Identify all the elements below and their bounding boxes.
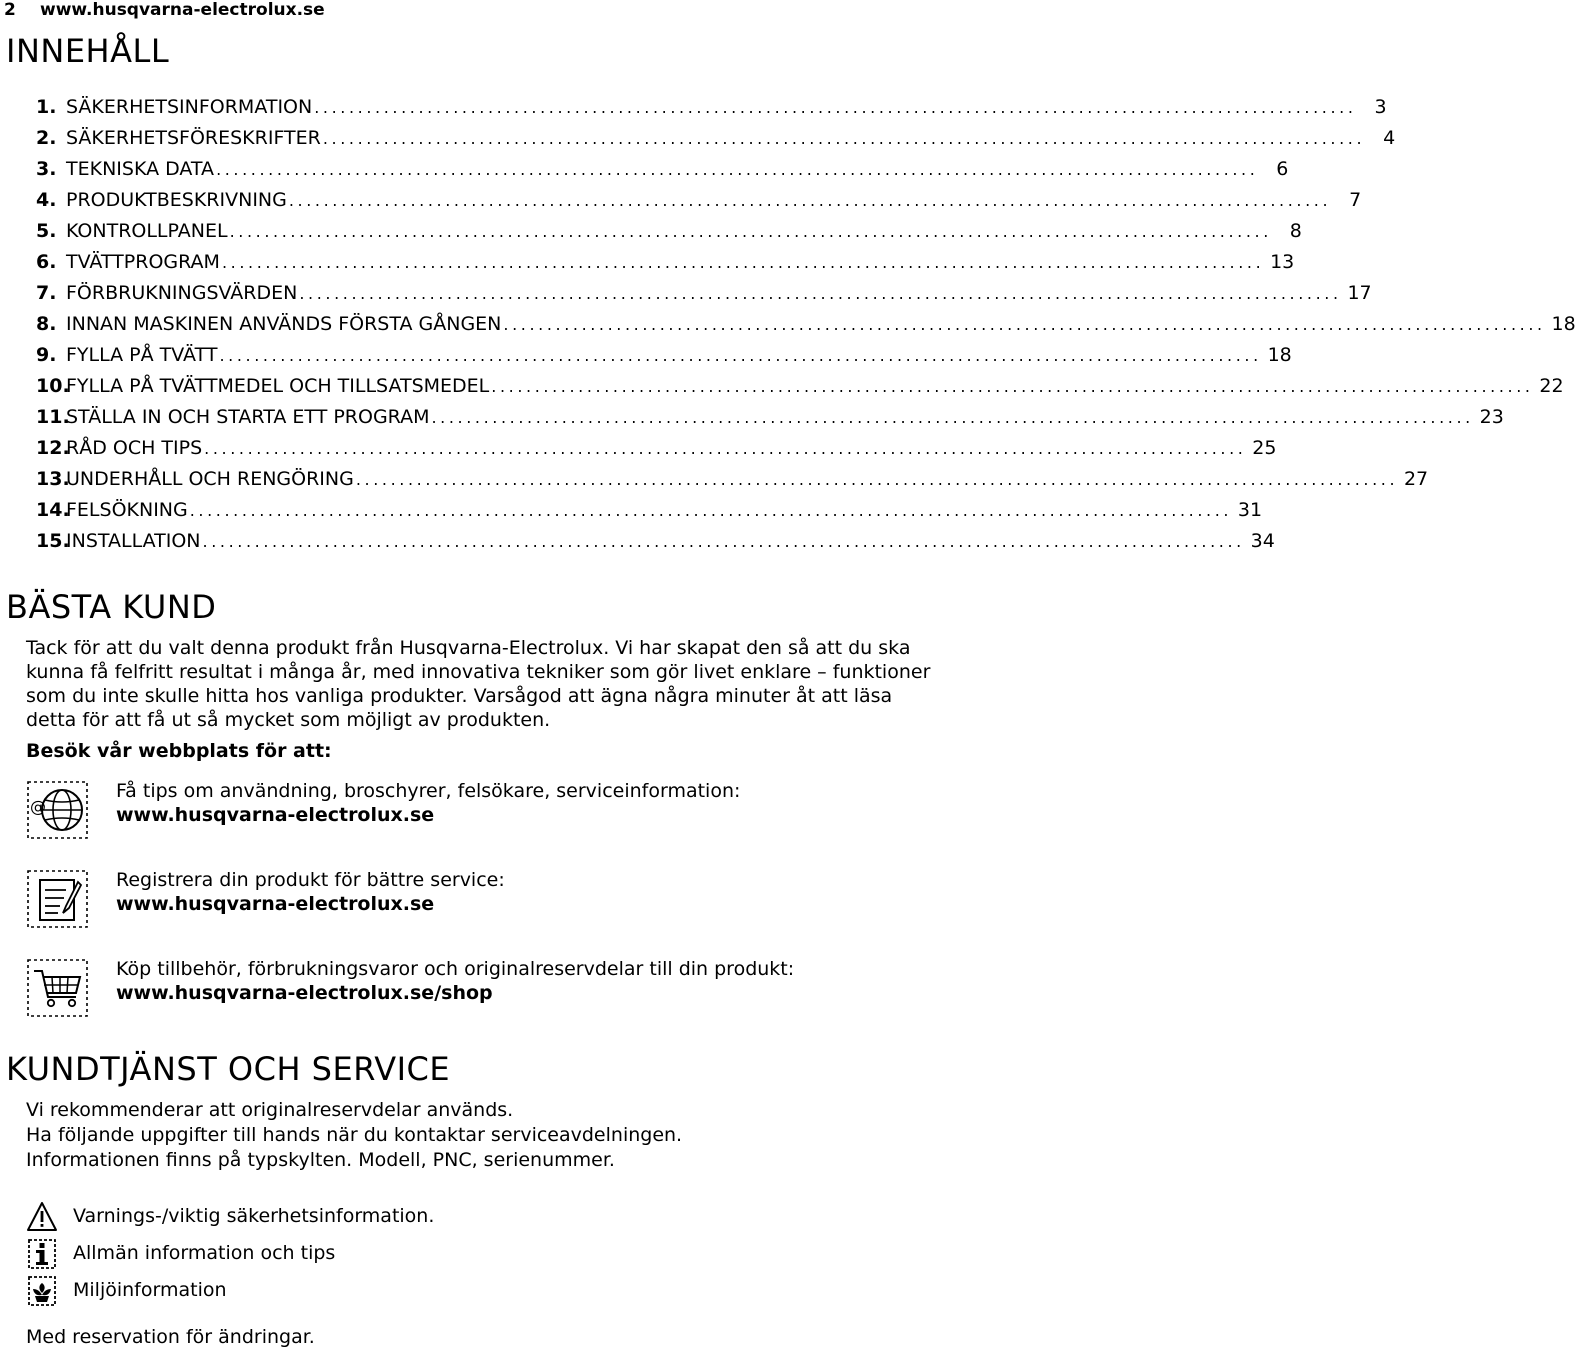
- toc-item-page: 34: [1250, 530, 1275, 552]
- customer-intro: [26, 636, 956, 732]
- header-url[interactable]: www.husqvarna-electrolux.se: [40, 0, 325, 20]
- service-info: [26, 1098, 682, 1173]
- link-block-register: [26, 868, 946, 932]
- toc-item-title: PRODUKTBESKRIVNING: [66, 189, 287, 211]
- symbol-environment: [26, 1275, 626, 1307]
- toc-item[interactable]: [36, 278, 1372, 309]
- toc-item-number: 3.: [36, 158, 57, 180]
- toc-leader-dots: ........................................................................................................................: [288, 191, 1332, 210]
- toc-item-title: FÖRBRUKNINGSVÄRDEN: [66, 282, 298, 304]
- table-of-contents: [36, 92, 1576, 557]
- toc-item-number: 8.: [36, 313, 57, 335]
- toc-leader-dots: ........................................................................................................................: [221, 253, 1265, 272]
- toc-item-number: 9.: [36, 344, 57, 366]
- toc-leader-dots: ........................................................................................................................: [229, 222, 1272, 241]
- link-url[interactable]: www.husqvarna-electrolux.se: [116, 893, 435, 915]
- toc-item[interactable]: [36, 309, 1576, 340]
- toc-item-title: INSTALLATION: [66, 530, 201, 552]
- toc-item[interactable]: [36, 185, 1362, 216]
- info-icon: [26, 1238, 58, 1270]
- intro-line: kunna få felfritt resultat i många år, med innovativa tekniker som gör livet enklare – funktioner: [26, 661, 931, 683]
- toc-leader-dots: ........................................................................................................................: [503, 315, 1546, 334]
- intro-line: Tack för att du valt denna produkt från Husqvarna-Electrolux. Vi har skapat den så att du ska: [26, 637, 911, 659]
- symbol-info: [26, 1238, 626, 1270]
- toc-item[interactable]: [36, 247, 1295, 278]
- toc-item-number: 7.: [36, 282, 57, 304]
- link-block-tips: [26, 779, 946, 843]
- toc-title: INNEHÅLL: [6, 32, 170, 70]
- toc-item-number: 14.: [36, 499, 70, 521]
- link-text: Få tips om användning, broschyrer, felsökare, serviceinformation:: [116, 780, 741, 802]
- register-icon: [26, 868, 90, 930]
- toc-item-number: 13.: [36, 468, 70, 490]
- symbol-label: Allmän information och tips: [73, 1242, 336, 1264]
- customer-heading: BÄSTA KUND: [6, 588, 217, 626]
- toc-item-title: TVÄTTPROGRAM: [66, 251, 220, 273]
- toc-item-page: 22: [1539, 375, 1564, 397]
- visit-heading: Besök vår webbplats för att:: [26, 740, 332, 762]
- link-block-shop: [26, 957, 946, 1021]
- toc-item[interactable]: [36, 123, 1396, 154]
- toc-item-number: 10.: [36, 375, 70, 397]
- symbol-label: Varnings-/viktig säkerhetsinformation.: [73, 1205, 435, 1227]
- toc-item-number: 15.: [36, 530, 70, 552]
- intro-line: som du inte skulle hitta hos vanliga produkter. Varsågod att ägna några minuter åt att läsa: [26, 685, 893, 707]
- toc-item-page: 7: [1349, 189, 1362, 211]
- toc-item-title: UNDERHÅLL OCH RENGÖRING: [66, 468, 354, 490]
- toc-item[interactable]: [36, 371, 1564, 402]
- service-heading: KUNDTJÄNST OCH SERVICE: [6, 1050, 451, 1088]
- toc-item-page: 17: [1347, 282, 1372, 304]
- toc-item[interactable]: [36, 340, 1292, 371]
- toc-item-title: STÄLLA IN OCH STARTA ETT PROGRAM: [66, 406, 430, 428]
- symbol-warning: [26, 1201, 626, 1233]
- toc-item-page: 3: [1374, 96, 1387, 118]
- cart-icon: [26, 957, 90, 1019]
- toc-item-number: 6.: [36, 251, 57, 273]
- toc-item-title: FELSÖKNING: [66, 499, 188, 521]
- toc-item-number: 1.: [36, 96, 57, 118]
- toc-leader-dots: ........................................................................................................................: [189, 501, 1233, 520]
- toc-leader-dots: ........................................................................................................................: [431, 408, 1474, 427]
- toc-leader-dots: ........................................................................................................................: [219, 346, 1262, 365]
- toc-item[interactable]: [36, 464, 1429, 495]
- toc-item[interactable]: [36, 433, 1277, 464]
- toc-item-page: 23: [1479, 406, 1504, 428]
- toc-leader-dots: ........................................................................................................................: [204, 439, 1247, 458]
- toc-item-title: TEKNISKA DATA: [66, 158, 215, 180]
- toc-item-title: RÅD OCH TIPS: [66, 437, 203, 459]
- link-text: Registrera din produkt för bättre service:: [116, 869, 505, 891]
- toc-item-page: 25: [1252, 437, 1277, 459]
- service-line: Informationen finns på typskylten. Modell, PNC, serienummer.: [26, 1149, 615, 1171]
- toc-leader-dots: ........................................................................................................................: [355, 470, 1399, 489]
- toc-item-title: FYLLA PÅ TVÄTT: [66, 344, 218, 366]
- toc-item-page: 8: [1289, 220, 1302, 242]
- service-line: Ha följande uppgifter till hands när du kontaktar serviceavdelningen.: [26, 1124, 683, 1146]
- service-line: Vi rekommenderar att originalreservdelar används.: [26, 1099, 514, 1121]
- toc-item-page: 18: [1551, 313, 1576, 335]
- toc-item-page: 27: [1403, 468, 1429, 490]
- toc-item[interactable]: [36, 526, 1275, 557]
- toc-item-number: 2.: [36, 127, 57, 149]
- toc-leader-dots: ........................................................................................................................: [202, 532, 1245, 551]
- toc-leader-dots: ........................................................................................................................: [314, 98, 1357, 117]
- toc-leader-dots: ........................................................................................................................: [299, 284, 1342, 303]
- toc-item-number: 5.: [36, 220, 57, 242]
- toc-item-number: 4.: [36, 189, 57, 211]
- toc-item-number: 11.: [36, 406, 70, 428]
- globe-icon: [26, 779, 90, 841]
- link-url[interactable]: www.husqvarna-electrolux.se: [116, 804, 435, 826]
- toc-item-page: 13: [1270, 251, 1295, 273]
- toc-item-title: SÄKERHETSFÖRESKRIFTER: [66, 127, 321, 149]
- toc-item[interactable]: [36, 92, 1387, 123]
- toc-item-number: 12.: [36, 437, 70, 459]
- toc-item-title: KONTROLLPANEL: [66, 220, 228, 242]
- link-url[interactable]: www.husqvarna-electrolux.se/shop: [116, 982, 493, 1004]
- toc-item-title: FYLLA PÅ TVÄTTMEDEL OCH TILLSATSMEDEL: [66, 375, 490, 397]
- warning-icon: [26, 1201, 58, 1233]
- toc-item[interactable]: [36, 216, 1302, 247]
- toc-leader-dots: ........................................................................................................................: [216, 160, 1259, 179]
- toc-item-page: 18: [1267, 344, 1292, 366]
- toc-item[interactable]: [36, 154, 1289, 185]
- footer-note: Med reservation för ändringar.: [26, 1326, 315, 1348]
- toc-item-title: SÄKERHETSINFORMATION: [66, 96, 313, 118]
- page-number: 2: [4, 0, 16, 20]
- toc-item-page: 6: [1276, 158, 1289, 180]
- link-text: Köp tillbehör, förbrukningsvaror och originalreservdelar till din produkt:: [116, 958, 795, 980]
- toc-item[interactable]: [36, 495, 1263, 526]
- toc-leader-dots: ........................................................................................................................: [322, 129, 1366, 148]
- environment-icon: [26, 1275, 58, 1307]
- toc-item-title: INNAN MASKINEN ANVÄNDS FÖRSTA GÅNGEN: [66, 313, 502, 335]
- intro-line: detta för att få ut så mycket som möjligt av produkten.: [26, 709, 551, 731]
- symbol-label: Miljöinformation: [73, 1279, 227, 1301]
- svg-text:@: @: [30, 797, 46, 816]
- toc-leader-dots: ........................................................................................................................: [491, 377, 1534, 396]
- toc-item-page: 4: [1383, 127, 1396, 149]
- toc-item-page: 31: [1237, 499, 1263, 521]
- toc-item[interactable]: [36, 402, 1504, 433]
